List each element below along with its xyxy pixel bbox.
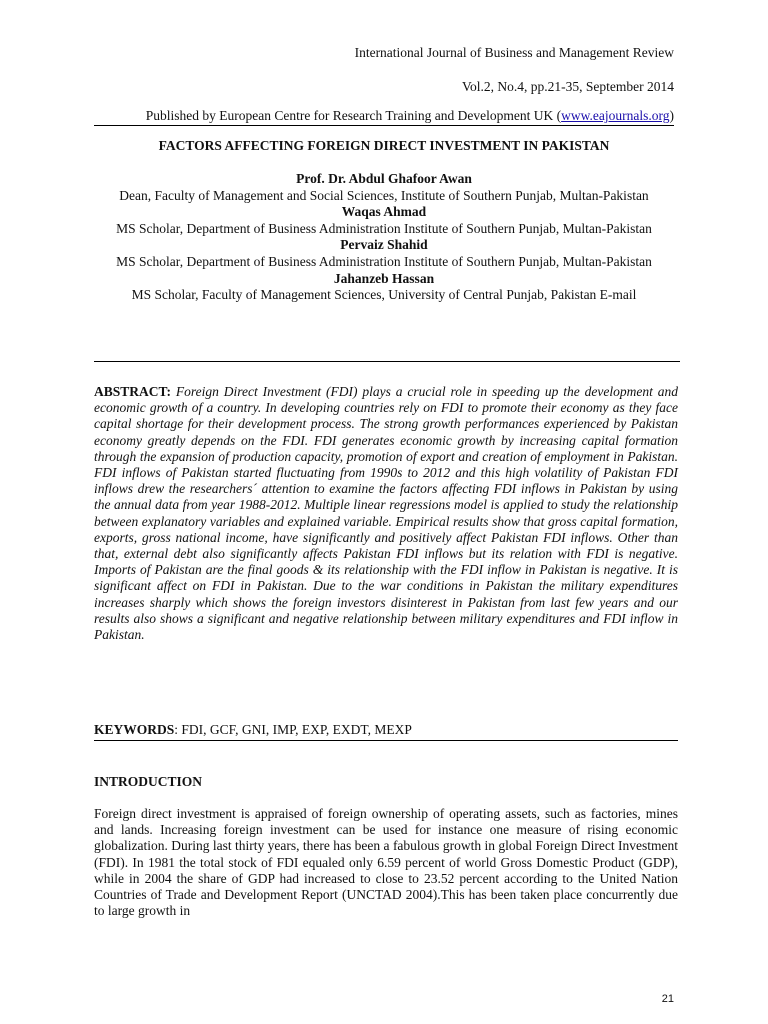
author-name: Waqas Ahmad xyxy=(341,204,427,220)
publisher-suffix: ) xyxy=(669,108,674,123)
keywords-text: FDI, GCF, GNI, IMP, EXP, EXDT, MEXP xyxy=(181,722,412,737)
author-name: Pervaiz Shahid xyxy=(340,237,428,253)
keywords: KEYWORDS: FDI, GCF, GNI, IMP, EXP, EXDT, MEXP xyxy=(94,722,678,741)
section-heading: INTRODUCTION xyxy=(94,774,203,789)
abstract: ABSTRACT: Foreign Direct Investment (FDI) plays a crucial role in speeding up the development and economic growth of a country. In developing countries rely on FDI to promote their economy as they face capital shortage for their development process. The strong growth performances experienced by Pakistan economy greatly depends on the FDI. FDI generates economic growth by increasing capital formation through the expansion of production capacity, promotion of export and creation of employment in Pakistan. FDI inflows of Pakistan started fluctuating from 1990s to 2012 and this high volatility of Pakistan FDI inflows drew the researchers´ attention to examine the factors affecting FDI inflows in Pakistan by using the annual data from year 1988-2012. Multiple linear regressions model is applied to study the relationship between explanatory variables and explained variable. Empirical results show that gross capital formation, exports, gross national income, have significantly and positively affect Pakistan FDI inflows. Other than that, external debt also significantly affects Pakistan FDI inflows but its relation with FDI is negative. Imports of Pakistan are the final goods & its relationship with the FDI inflow in Pakistan is negative. It is significant affect on FDI in Pakistan. Due to the war conditions in Pakistan the military expenditures increases sharply which shows the foreign investors disinterest in Pakistan from last few years and our results also shows a significant and negative relationship between military expenditures and FDI inflow in Pakistan. xyxy=(94,384,679,643)
abstract-label: ABSTRACT xyxy=(94,384,167,399)
page-number: 21 xyxy=(661,993,674,1005)
author-name: Prof. Dr. Abdul Ghafoor Awan xyxy=(296,171,472,186)
publisher-link[interactable]: www.eajournals.org xyxy=(561,108,670,123)
paper-title: FACTORS AFFECTING FOREIGN DIRECT INVESTMENT IN PAKISTAN xyxy=(158,138,610,153)
author-affiliation: MS Scholar, Faculty of Management Sciences, University of Central Punjab, Pakistan E-mail xyxy=(131,287,637,303)
author-affiliation: MS Scholar, Department of Business Administration Institute of Southern Punjab, Multan-Pakistan xyxy=(116,253,652,269)
keywords-label: KEYWORDS xyxy=(94,722,175,737)
author-affiliation: MS Scholar, Department of Business Administration Institute of Southern Punjab, Multan-Pakistan xyxy=(116,220,652,236)
volume-info: Vol.2, No.4, pp.21-35, September 2014 xyxy=(462,79,674,94)
journal-name: International Journal of Business and Management Review xyxy=(354,45,674,60)
author-affiliation: Dean, Faculty of Management and Social Sciences, Institute of Southern Punjab, Multan-Pakistan xyxy=(119,187,649,203)
publisher-text: Published by European Centre for Research Training and Development UK ( xyxy=(145,108,562,123)
abstract-text: Foreign Direct Investment (FDI) plays a crucial role in speeding up the development and economic growth of a country. In developing countries rely on FDI to promote their economy as they face capital shortage for their development process. The strong growth performances experienced by Pakistan economy greatly depends on the FDI. FDI generates economic growth by increasing capital formation through the expansion of production capacity, promotion of export and creation of employment in Pakistan. FDI inflows of Pakistan started fluctuating from 1990s to 2012 and this high volatility of Pakistan FDI inflows drew the researchers´ attention to examine the factors affecting FDI inflows in Pakistan by using the annual data from year 1988-2012. Multiple linear regressions model is applied to study the relationship between explanatory variables and explained variable. Empirical results show that gross capital formation, exports, gross national income, have significantly and positively affect Pakistan FDI inflows. Other than that, external debt also significantly affects Pakistan FDI inflows but its relation with FDI is negative. Imports of Pakistan are the final goods & its relationship with the FDI inflow in Pakistan is negative. It is significant affect on FDI in Pakistan. Due to the war conditions in Pakistan the military expenditures increases sharply which shows the foreign investors disinterest in Pakistan from last few years and our results also shows a significant and negative relationship between military expenditures and FDI inflow in Pakistan. xyxy=(94,384,679,643)
author-name: Jahanzeb Hassan xyxy=(333,270,435,286)
divider xyxy=(94,361,680,362)
author-block xyxy=(90,171,678,304)
introduction-text: Foreign direct investment is appraised of foreign ownership of operating assets, such as factories, mines and lands. Increasing foreign investment can be used for instance one measure of rising economic globalization. During last thirty years, there has been a fabulous growth in global Foreign Direct Investment (FDI). In 1981 the total stock of FDI equaled only 6.59 percent of world Gross Domestic Product (GDP), while in 2004 the share of GDP had increased to close to 23.52 percent according to the United Nation Countries of Trade and Development Report (UNCTAD 2004).This has been taken place concurrently due to large growth in xyxy=(94,806,678,919)
publisher-line xyxy=(94,108,674,126)
